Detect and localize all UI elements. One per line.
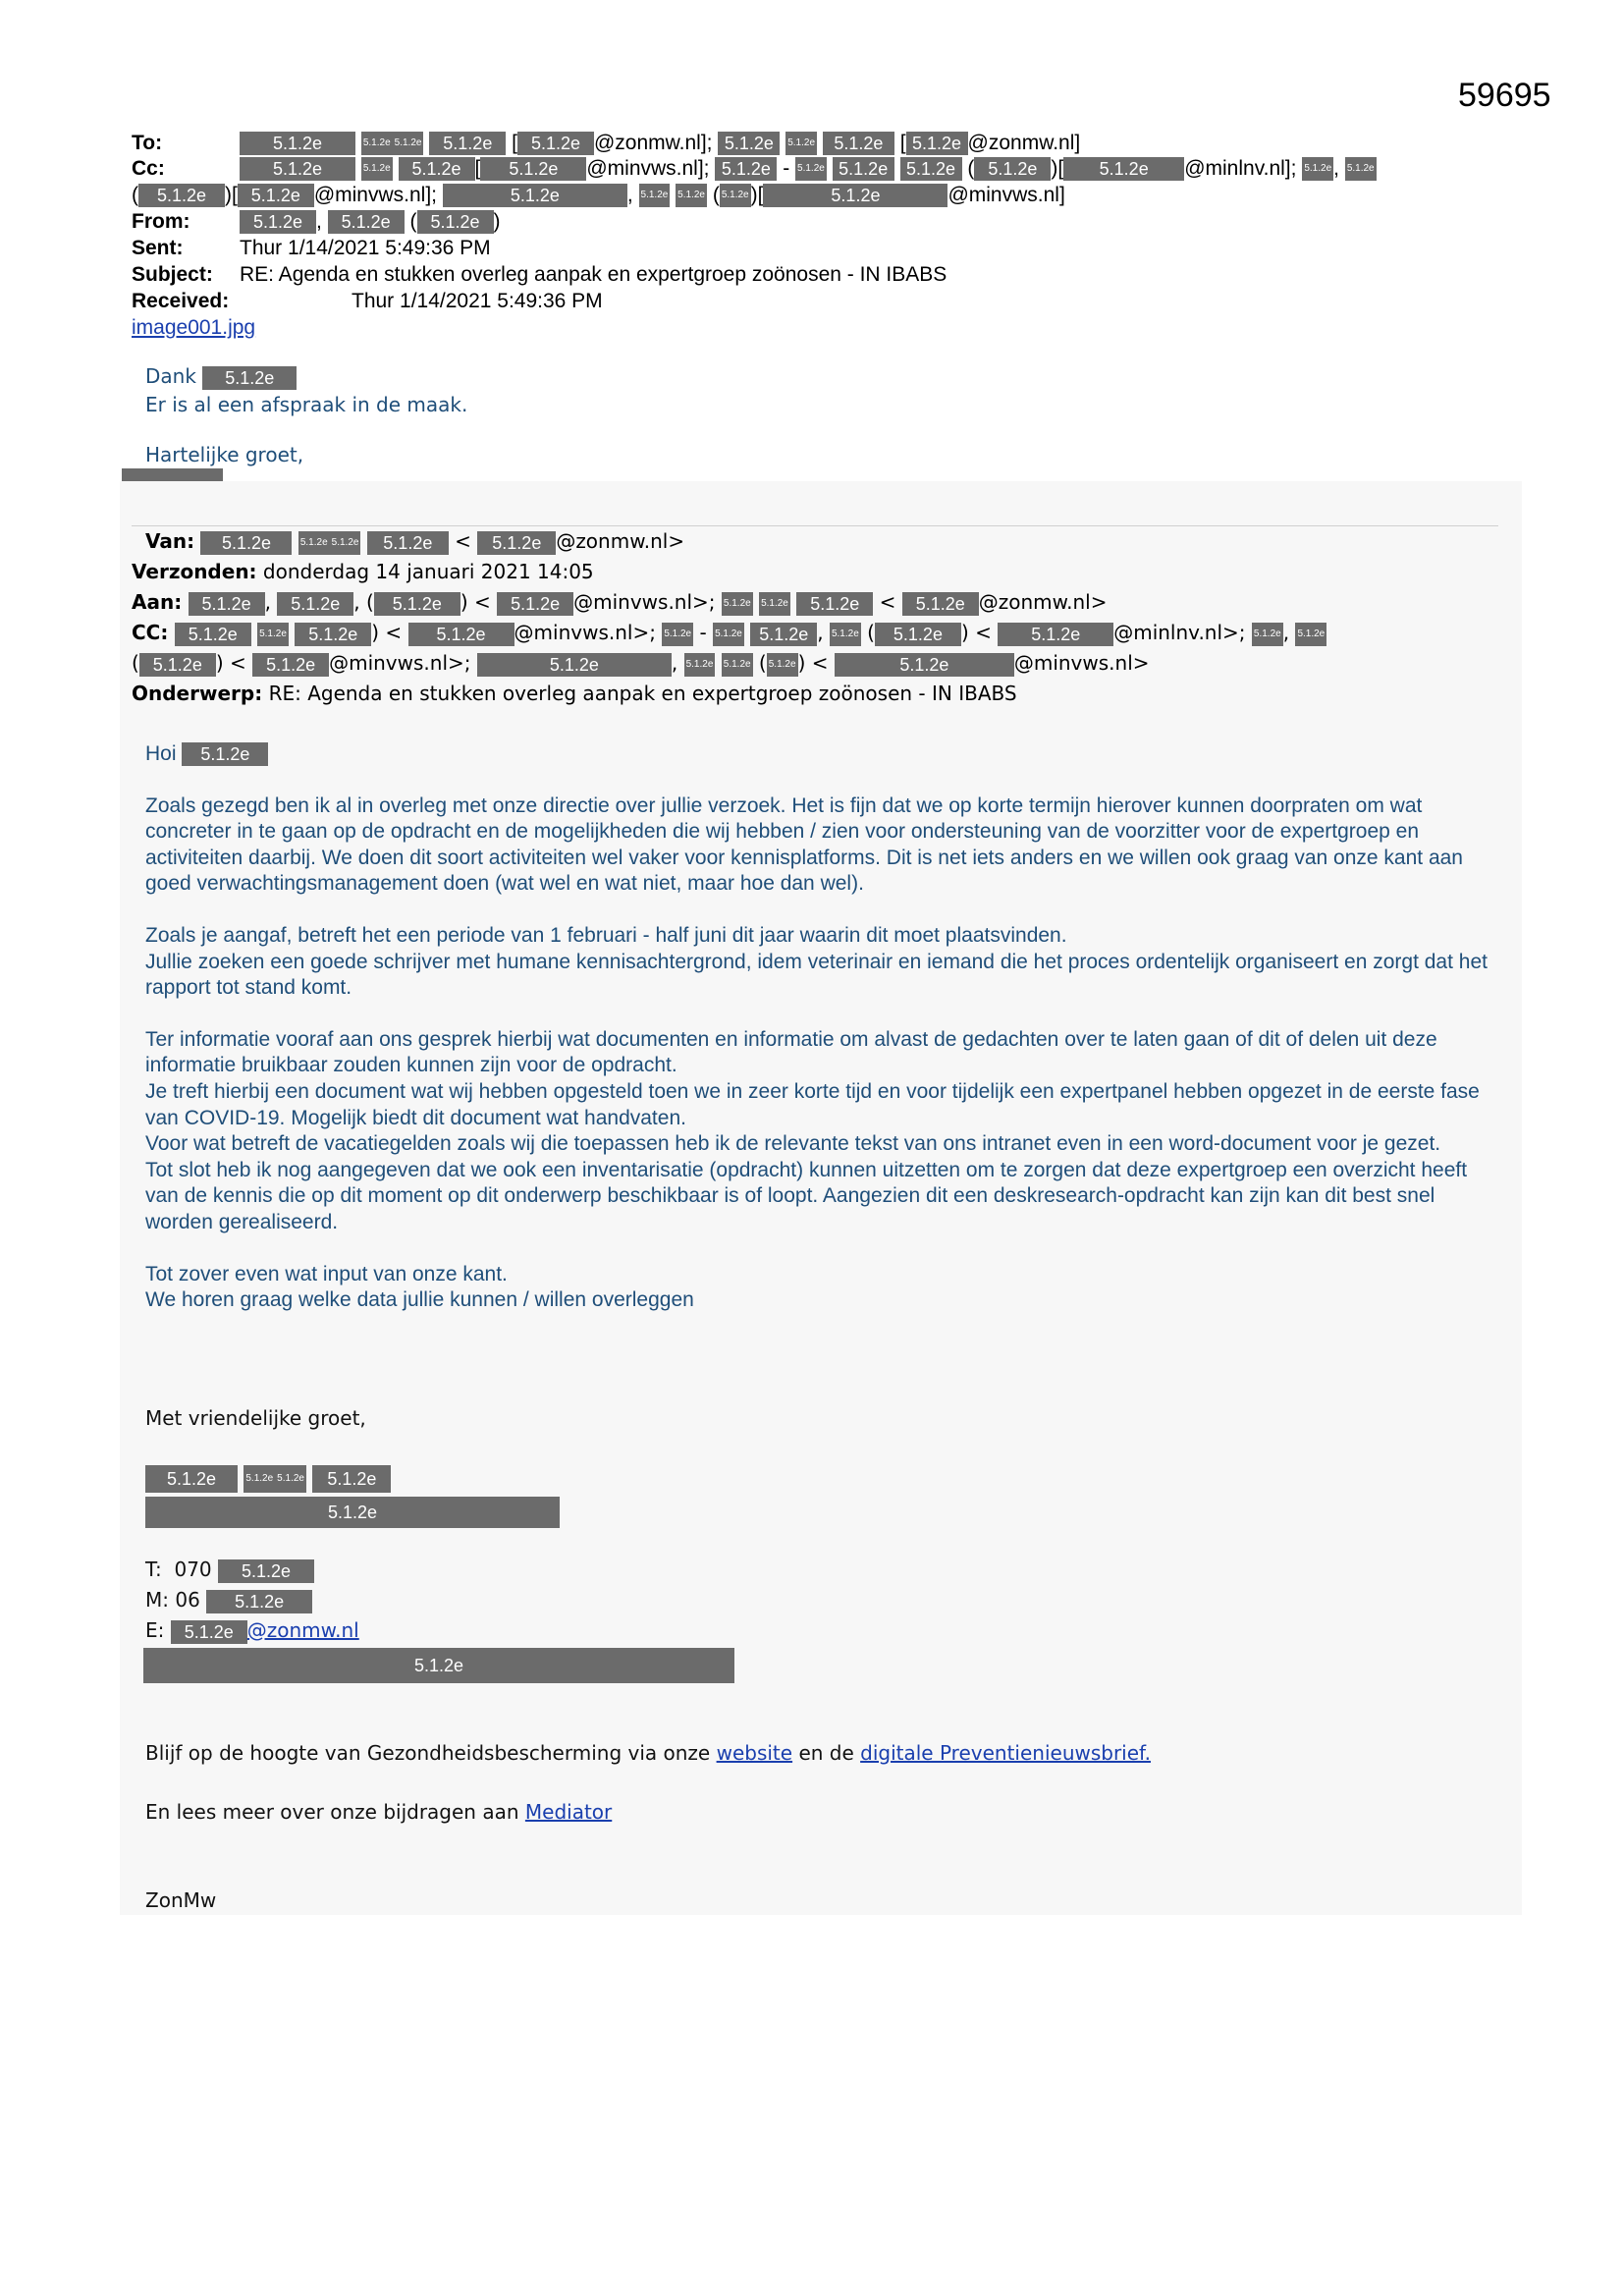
stay-text-1: Blijf op de hoogte van Gezondheidsbescherming via onze (145, 1741, 711, 1765)
redaction: 5.1.2e (823, 132, 894, 155)
paragraph-3c: Voor wat betreft de vacatiegelden zoals wij die toepassen heb ik de relevante tekst van ons intranet even in een word-document voor je gezet. (145, 1132, 1441, 1156)
paragraph-2b: Jullie zoeken een goede schrijver met humane kennisachtergrond, idem veterinair en iemand die het proces ordentelijk organiseert en zorgt dat het rapport tot stand komt. (145, 950, 1488, 1000)
redaction: 5.1.2e (480, 157, 586, 181)
redaction: 5.1.2e (200, 531, 292, 555)
onderwerp-value: RE: Agenda en stukken overleg aanpak en expertgroep zoönosen - IN IBABS (268, 682, 1017, 705)
redaction: 5.1.2e (312, 1465, 391, 1493)
redaction-small: 5.1.2e (684, 653, 716, 677)
from-label: From: (132, 210, 190, 233)
fwd-verzonden-line (132, 557, 594, 587)
phone-label: T: (145, 1558, 162, 1581)
attachment-line (132, 315, 255, 341)
sig-mobile (145, 1588, 312, 1613)
redaction: 5.1.2e (750, 623, 817, 646)
email-domain: @minvws.nl> (1013, 651, 1150, 675)
page-number: 59695 (1458, 77, 1551, 114)
paragraph-4a: Tot zover even wat input van onze kant. (145, 1262, 508, 1285)
redaction: 5.1.2e (206, 1590, 312, 1613)
greeting: Hoi (145, 742, 177, 765)
redaction: 5.1.2e (998, 623, 1113, 646)
redaction: 5.1.2e (715, 157, 777, 181)
subject-line (132, 262, 947, 288)
redaction: 5.1.2e (517, 132, 594, 155)
reply-closing: Hartelijke groet, (145, 443, 304, 466)
redaction: 5.1.2e (477, 653, 672, 677)
mediator-link[interactable]: Mediator (524, 1800, 613, 1824)
redaction: 5.1.2e (429, 132, 506, 155)
fwd-aan-line: Aan: 5.1.2e , 5.1.2e , ( 5.1.2e ) < 5.1.2e @minvws.nl>; 5.1.2e 5.1.2e 5.1.2e < 5.1.2e @zonmw.nl> (132, 590, 1108, 614)
email-domain: @minvws.nl>; (573, 590, 716, 614)
redaction-small: 5.1.2e (720, 184, 751, 207)
email-domain: @zonmw.nl] (967, 132, 1081, 154)
email-domain: @minvws.nl>; (329, 651, 471, 675)
redaction: 5.1.2e (477, 531, 556, 555)
redaction-small: 5.1.2e (785, 132, 817, 155)
subject-value: RE: Agenda en stukken overleg aanpak en expertgroep zoönosen - IN IBABS (240, 263, 947, 286)
redaction: 5.1.2e (238, 184, 314, 207)
email-domain: @minvws.nl] (947, 184, 1065, 206)
redaction-small: 5.1.2e (257, 623, 289, 646)
redaction-small: 5.1.2e (795, 157, 827, 181)
to-line: To: 5.1.2e 5.1.2e 5.1.2e 5.1.2e [ 5.1.2e @zonmw.nl]; 5.1.2e 5.1.2e 5.1.2e [ 5.1.2e @zonmw.nl] (132, 132, 1081, 154)
email-link[interactable]: @zonmw.nl (246, 1618, 359, 1642)
redaction: 5.1.2e (974, 157, 1051, 181)
sig-name-line (145, 1465, 391, 1493)
fwd-onderwerp-line (132, 679, 1017, 709)
redaction: 5.1.2e (763, 184, 947, 207)
redaction: 5.1.2e (902, 592, 979, 616)
paragraph-2a: Zoals je aangaf, betreft het een periode van 1 februari - half juni dit jaar waarin dit moet plaatsvinden. (145, 923, 1067, 947)
redaction: 5.1.2e (835, 653, 1014, 677)
received-value: Thur 1/14/2021 5:49:36 PM (352, 290, 603, 312)
redaction-small: 5.1.2e (330, 531, 361, 555)
redaction: 5.1.2e (443, 184, 627, 207)
email-label: E: (145, 1618, 165, 1642)
redaction: 5.1.2e (796, 592, 873, 616)
redaction: 5.1.2e (240, 210, 316, 234)
redaction-small: 5.1.2e (662, 623, 693, 646)
redaction: 5.1.2e (399, 157, 475, 181)
paragraph-4b: We horen graag welke data jullie kunnen / willen overleggen (145, 1288, 694, 1312)
stay-text-2: en de (798, 1741, 854, 1765)
redaction: 5.1.2e (875, 623, 961, 646)
redaction: 5.1.2e (139, 653, 216, 677)
subject-label: Subject: (132, 263, 213, 286)
verzonden-value: donderdag 14 januari 2021 14:05 (262, 560, 594, 583)
email-domain: @zonmw.nl> (556, 529, 685, 553)
phone-prefix: 070 (174, 1558, 212, 1581)
paragraph-3a: Ter informatie vooraf aan ons gesprek hierbij wat documenten en informatie om alvast de gedachten over te laten gaan of dit of delen uit deze informatie bruikbaar zouden kunnen zijn voor de opdracht. (145, 1027, 1437, 1077)
cc-line-2: ( 5.1.2e )[ 5.1.2e @minvws.nl]; 5.1.2e , 5.1.2e 5.1.2e ( 5.1.2e)[ 5.1.2e @minvws.nl] (132, 184, 1065, 206)
redaction-small: 5.1.2e (393, 132, 424, 155)
cc-line-1: Cc: 5.1.2e 5.1.2e 5.1.2e [ 5.1.2e @minvws.nl]; 5.1.2e - 5.1.2e 5.1.2e 5.1.2e ( 5.1.2e )[ 5.1.2e @minlnv.nl]; 5.1.2e, 5.1.2e (132, 157, 1375, 180)
redaction: 5.1.2e (497, 592, 573, 616)
received-label: Received: (132, 290, 230, 312)
email-domain: @zonmw.nl> (978, 590, 1108, 614)
redaction: 5.1.2e (328, 210, 405, 234)
redaction: 5.1.2e (145, 1465, 238, 1493)
redaction-small: 5.1.2e (1345, 157, 1377, 181)
redaction: 5.1.2e (277, 592, 353, 616)
sig-email (145, 1618, 359, 1644)
redaction-small: 5.1.2e (275, 1465, 306, 1493)
mobile-label: M: (145, 1588, 169, 1612)
van-label: Van: (145, 529, 195, 553)
website-link[interactable]: website (716, 1741, 793, 1765)
redaction: 5.1.2e (906, 132, 968, 155)
email-domain: @minlnv.nl>; (1113, 621, 1246, 644)
redaction-small: 5.1.2e (1252, 623, 1283, 646)
redaction: 5.1.2e (171, 1620, 247, 1644)
email-domain: @minlnv.nl]; (1184, 157, 1297, 180)
sig-title-line (145, 1497, 560, 1528)
redaction: 5.1.2e (417, 210, 494, 234)
redaction: 5.1.2e (252, 653, 329, 677)
redaction: 5.1.2e (189, 592, 265, 616)
redaction-small: 5.1.2e (1295, 623, 1326, 646)
redaction-small: 5.1.2e (298, 531, 330, 555)
redaction: 5.1.2e (1063, 157, 1184, 181)
onderwerp-label: Onderwerp: (132, 682, 263, 705)
redaction-small: 5.1.2e (361, 157, 393, 181)
redaction: 5.1.2e (408, 623, 514, 646)
redaction: 5.1.2e (143, 1648, 734, 1683)
email-domain: @minvws.nl>; (514, 621, 656, 644)
sig-stay-informed (145, 1741, 1151, 1765)
verzonden-label: Verzonden: (132, 560, 257, 583)
redaction: 5.1.2e (202, 366, 297, 390)
sig-read-more (145, 1800, 612, 1824)
redaction: 5.1.2e (374, 592, 460, 616)
redaction-small: 5.1.2e (759, 592, 790, 616)
redaction: 5.1.2e (182, 742, 268, 766)
redaction-small: 5.1.2e (676, 184, 707, 207)
cc-label: CC: (132, 621, 169, 644)
redaction: 5.1.2e (240, 132, 355, 155)
redaction-small: 5.1.2e (244, 1465, 275, 1493)
email-domain: @minvws.nl]; (313, 184, 437, 206)
paragraph-3b: Je treft hierbij een document wat wij hebben opgesteld toen we in zeer korte tijd en voor tijdelijk een expertpanel hebben opgezet in de eerste fase van COVID-19. Mogelijk biedt dit document wat handvaten. (145, 1079, 1480, 1129)
redaction-small: 5.1.2e (713, 623, 744, 646)
email-domain: @minvws.nl]; (586, 157, 710, 180)
fwd-cc-line-2: ( 5.1.2e ) < 5.1.2e @minvws.nl>; 5.1.2e , 5.1.2e 5.1.2e ( 5.1.2e ) < 5.1.2e @minvws.nl> (132, 651, 1150, 675)
message-body (145, 741, 1490, 1339)
newsletter-link[interactable]: digitale Preventienieuwsbrief. (860, 1741, 1151, 1765)
sig-closing: Met vriendelijke groet, (145, 1406, 366, 1430)
redaction: 5.1.2e (900, 157, 962, 181)
paragraph-3d: Tot slot heb ik nog aangegeven dat we ook een inventarisatie (opdracht) kunnen uitzetten om te zorgen dat deze expertgroep een overzicht heeft van de kennis die op dit moment op dit onderwerp beschikbaar is of loopt. Aangezien dit een deskresearch-opdracht kan zijn kan dit best snel worden gerealiseerd. (145, 1158, 1468, 1233)
redaction: 5.1.2e (833, 157, 894, 181)
sig-extra (143, 1648, 734, 1683)
paragraph-1: Zoals gezegd ben ik al in overleg met onze directie over jullie verzoek. Het is fijn dat we op korte termijn hierover kunnen doorpraten om wat concreter in te gaan op de opdracht en de mogelijkheden die wij hebben / zien voor ondersteuning van de voorzitter voor de expertgroep en activiteiten daarbij. We doen dit soort activiteiten wel vaker voor kennisplatforms. Dit is net iets anders en we willen ook graag van onze kant aan goed verwachtingsmanagement doen (wat wel en wat niet, maar hoe dan wel). (145, 793, 1463, 896)
redaction-small: 5.1.2e (722, 592, 753, 616)
email-domain: @zonmw.nl]; (593, 132, 713, 154)
sent-label: Sent: (132, 237, 184, 259)
read-text: En lees meer over onze bijdragen aan (145, 1800, 519, 1824)
redaction: 5.1.2e (240, 157, 355, 181)
redaction-small: 5.1.2e (722, 653, 753, 677)
redaction: 5.1.2e (218, 1559, 314, 1583)
redaction-small: 5.1.2e (361, 132, 393, 155)
attachment-link[interactable]: image001.jpg (132, 316, 256, 339)
redaction: 5.1.2e (175, 623, 251, 646)
aan-label: Aan: (132, 590, 183, 614)
from-line: From: 5.1.2e , 5.1.2e ( 5.1.2e ) (132, 210, 501, 233)
fwd-cc-line-1: CC: 5.1.2e 5.1.2e 5.1.2e ) < 5.1.2e @minvws.nl>; 5.1.2e - 5.1.2e 5.1.2e , 5.1.2e ( 5.1.2e ) < 5.1.2e @minlnv.nl>; 5.1.2e , 5.1.2e (132, 621, 1326, 644)
cc-label: Cc: (132, 157, 165, 180)
redaction: 5.1.2e (295, 623, 371, 646)
received-line (132, 289, 603, 314)
redaction-small: 5.1.2e (639, 184, 671, 207)
redaction: 5.1.2e (138, 184, 225, 207)
fwd-van-line: Van: 5.1.2e 5.1.2e 5.1.2e 5.1.2e < 5.1.2e @zonmw.nl> (145, 529, 685, 553)
sig-phone (145, 1558, 314, 1583)
sig-org: ZonMw (145, 1888, 217, 1912)
sent-line (132, 236, 491, 261)
redaction-small: 5.1.2e (1302, 157, 1333, 181)
mobile-prefix: 06 (175, 1588, 200, 1612)
redaction-small: 5.1.2e (767, 653, 798, 677)
redaction: 5.1.2e (718, 132, 780, 155)
redaction: 5.1.2e (367, 531, 449, 555)
redaction-small: 5.1.2e (830, 623, 861, 646)
reply-line: Er is al een afspraak in de maak. (145, 393, 468, 416)
to-label: To: (132, 132, 163, 154)
reply-thanks: Dank (145, 364, 196, 388)
sent-value: Thur 1/14/2021 5:49:36 PM (240, 237, 491, 259)
redaction: 5.1.2e (145, 1497, 560, 1528)
